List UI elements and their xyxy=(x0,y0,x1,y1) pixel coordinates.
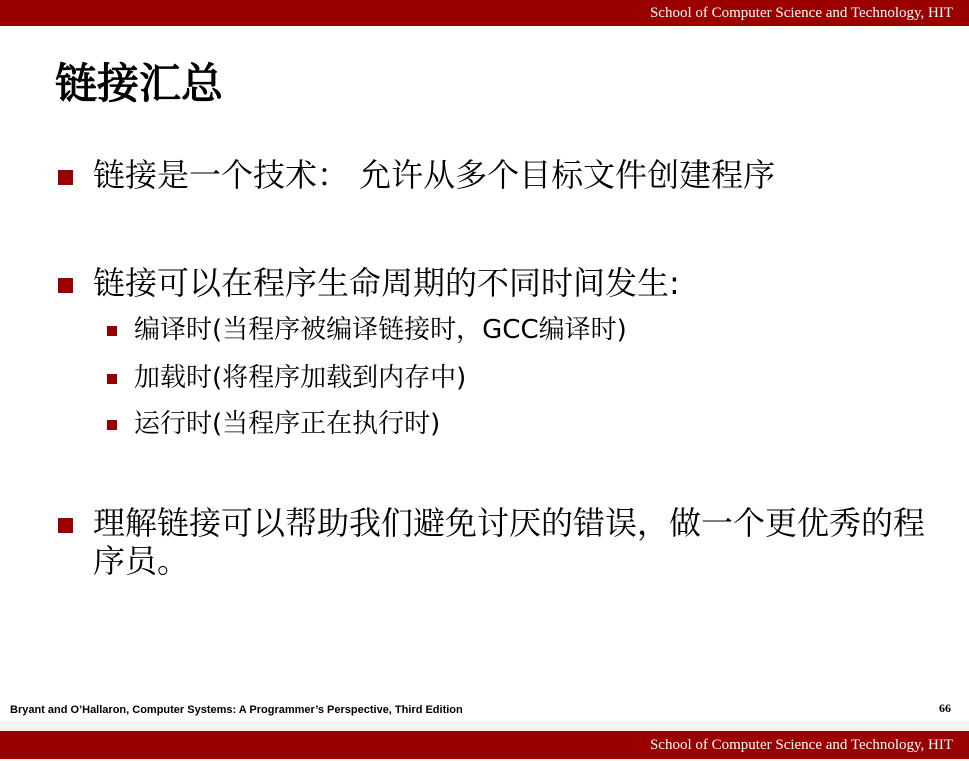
page-number: 66 xyxy=(939,701,951,715)
bullet-text: 链接可以在程序生命周期的不同时间发生: xyxy=(93,264,680,302)
header-bar xyxy=(0,0,969,26)
square-bullet-icon xyxy=(107,420,117,430)
header-school-label: School of Computer Science and Technology, HIT xyxy=(649,5,953,21)
square-bullet-icon xyxy=(58,170,73,185)
bullet-text: 理解链接可以帮助我们避免讨厌的错误，做一个更优秀的程序员。 xyxy=(93,504,926,580)
square-bullet-icon xyxy=(58,278,73,293)
sub-bullet-text: 运行时(当程序正在执行时) xyxy=(134,409,441,439)
footer-bar xyxy=(0,731,969,759)
square-bullet-icon xyxy=(107,374,117,384)
footer-school-label: School of Computer Science and Technology, HIT xyxy=(649,737,953,753)
square-bullet-icon xyxy=(107,326,117,336)
sub-bullet-text: 加载时(将程序加载到内存中) xyxy=(134,363,467,393)
sub-bullet-text: 编译时(当程序被编译链接时，GCC编译时) xyxy=(134,315,627,345)
slide-title: 链接汇总 xyxy=(55,59,224,108)
bullet-text: 链接是一个技术： 允许从多个目标文件创建程序 xyxy=(93,156,776,194)
footer-citation: Bryant and O’Hallaron, Computer Systems: A Programmer’s Perspective, Third Edition xyxy=(10,704,463,716)
square-bullet-icon xyxy=(58,518,73,533)
